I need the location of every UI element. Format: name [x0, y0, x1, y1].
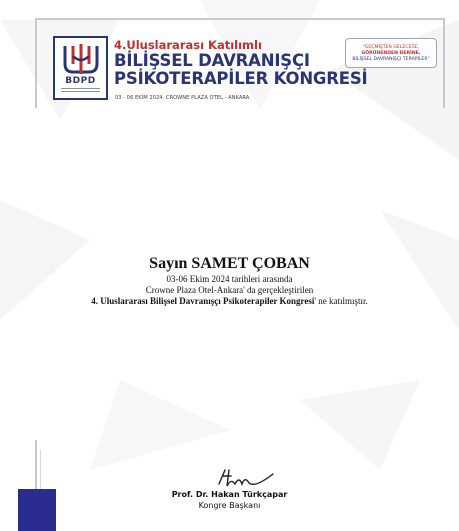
congress-date-venue: 03 - 06 EKİM 2024, CROWNE PLAZA OTEL - ANKARA [115, 95, 250, 101]
corner-decoration [18, 489, 56, 531]
frame-top-line [35, 18, 445, 20]
motto-line2: GÖRÜNENDEN DERİNE, [361, 51, 421, 56]
congress-edition: 4.Uluslararası Katılımlı [114, 38, 262, 52]
logo-text: BDPD [65, 76, 96, 86]
logo-subtitle-lines [61, 88, 100, 94]
frame-left-line [35, 18, 37, 108]
congress-title-line2: PSİKOTERAPİLER KONGRESİ [114, 69, 368, 88]
motto-line3: BİLİŞSEL DAVRANIŞÇI TERAPİLER" [352, 57, 430, 62]
participation-statement [0, 296, 459, 307]
signatory-name: Prof. Dr. Hakan Türkçapar [171, 490, 288, 499]
congress-name: 4. Uluslararası Bilişsel Davranışçı Psikoterapiler Kongresi [91, 296, 315, 306]
congress-title-line1: BİLİŞSEL DAVRANIŞÇI [114, 51, 310, 70]
recipient-name: Sayın SAMET ÇOBAN [149, 255, 310, 272]
participation-suffix: ' ne katılmıştır. [314, 296, 368, 306]
event-dates: 03-06 Ekim 2024 tarihleri arasında [166, 274, 293, 284]
signature-image [215, 466, 275, 490]
motto-line1: "GEÇMİŞTEN GELECEĞE, [362, 45, 420, 50]
frame-right-line [443, 18, 445, 108]
logo-mark-icon [61, 42, 101, 76]
bdpd-logo [53, 36, 108, 100]
motto-box [345, 38, 437, 68]
event-venue: Crowne Plaza Otel-Ankara' da gerçekleştirilen [145, 285, 314, 295]
certificate-body [0, 254, 459, 307]
signatory-role: Kongre Başkanı [198, 501, 261, 510]
